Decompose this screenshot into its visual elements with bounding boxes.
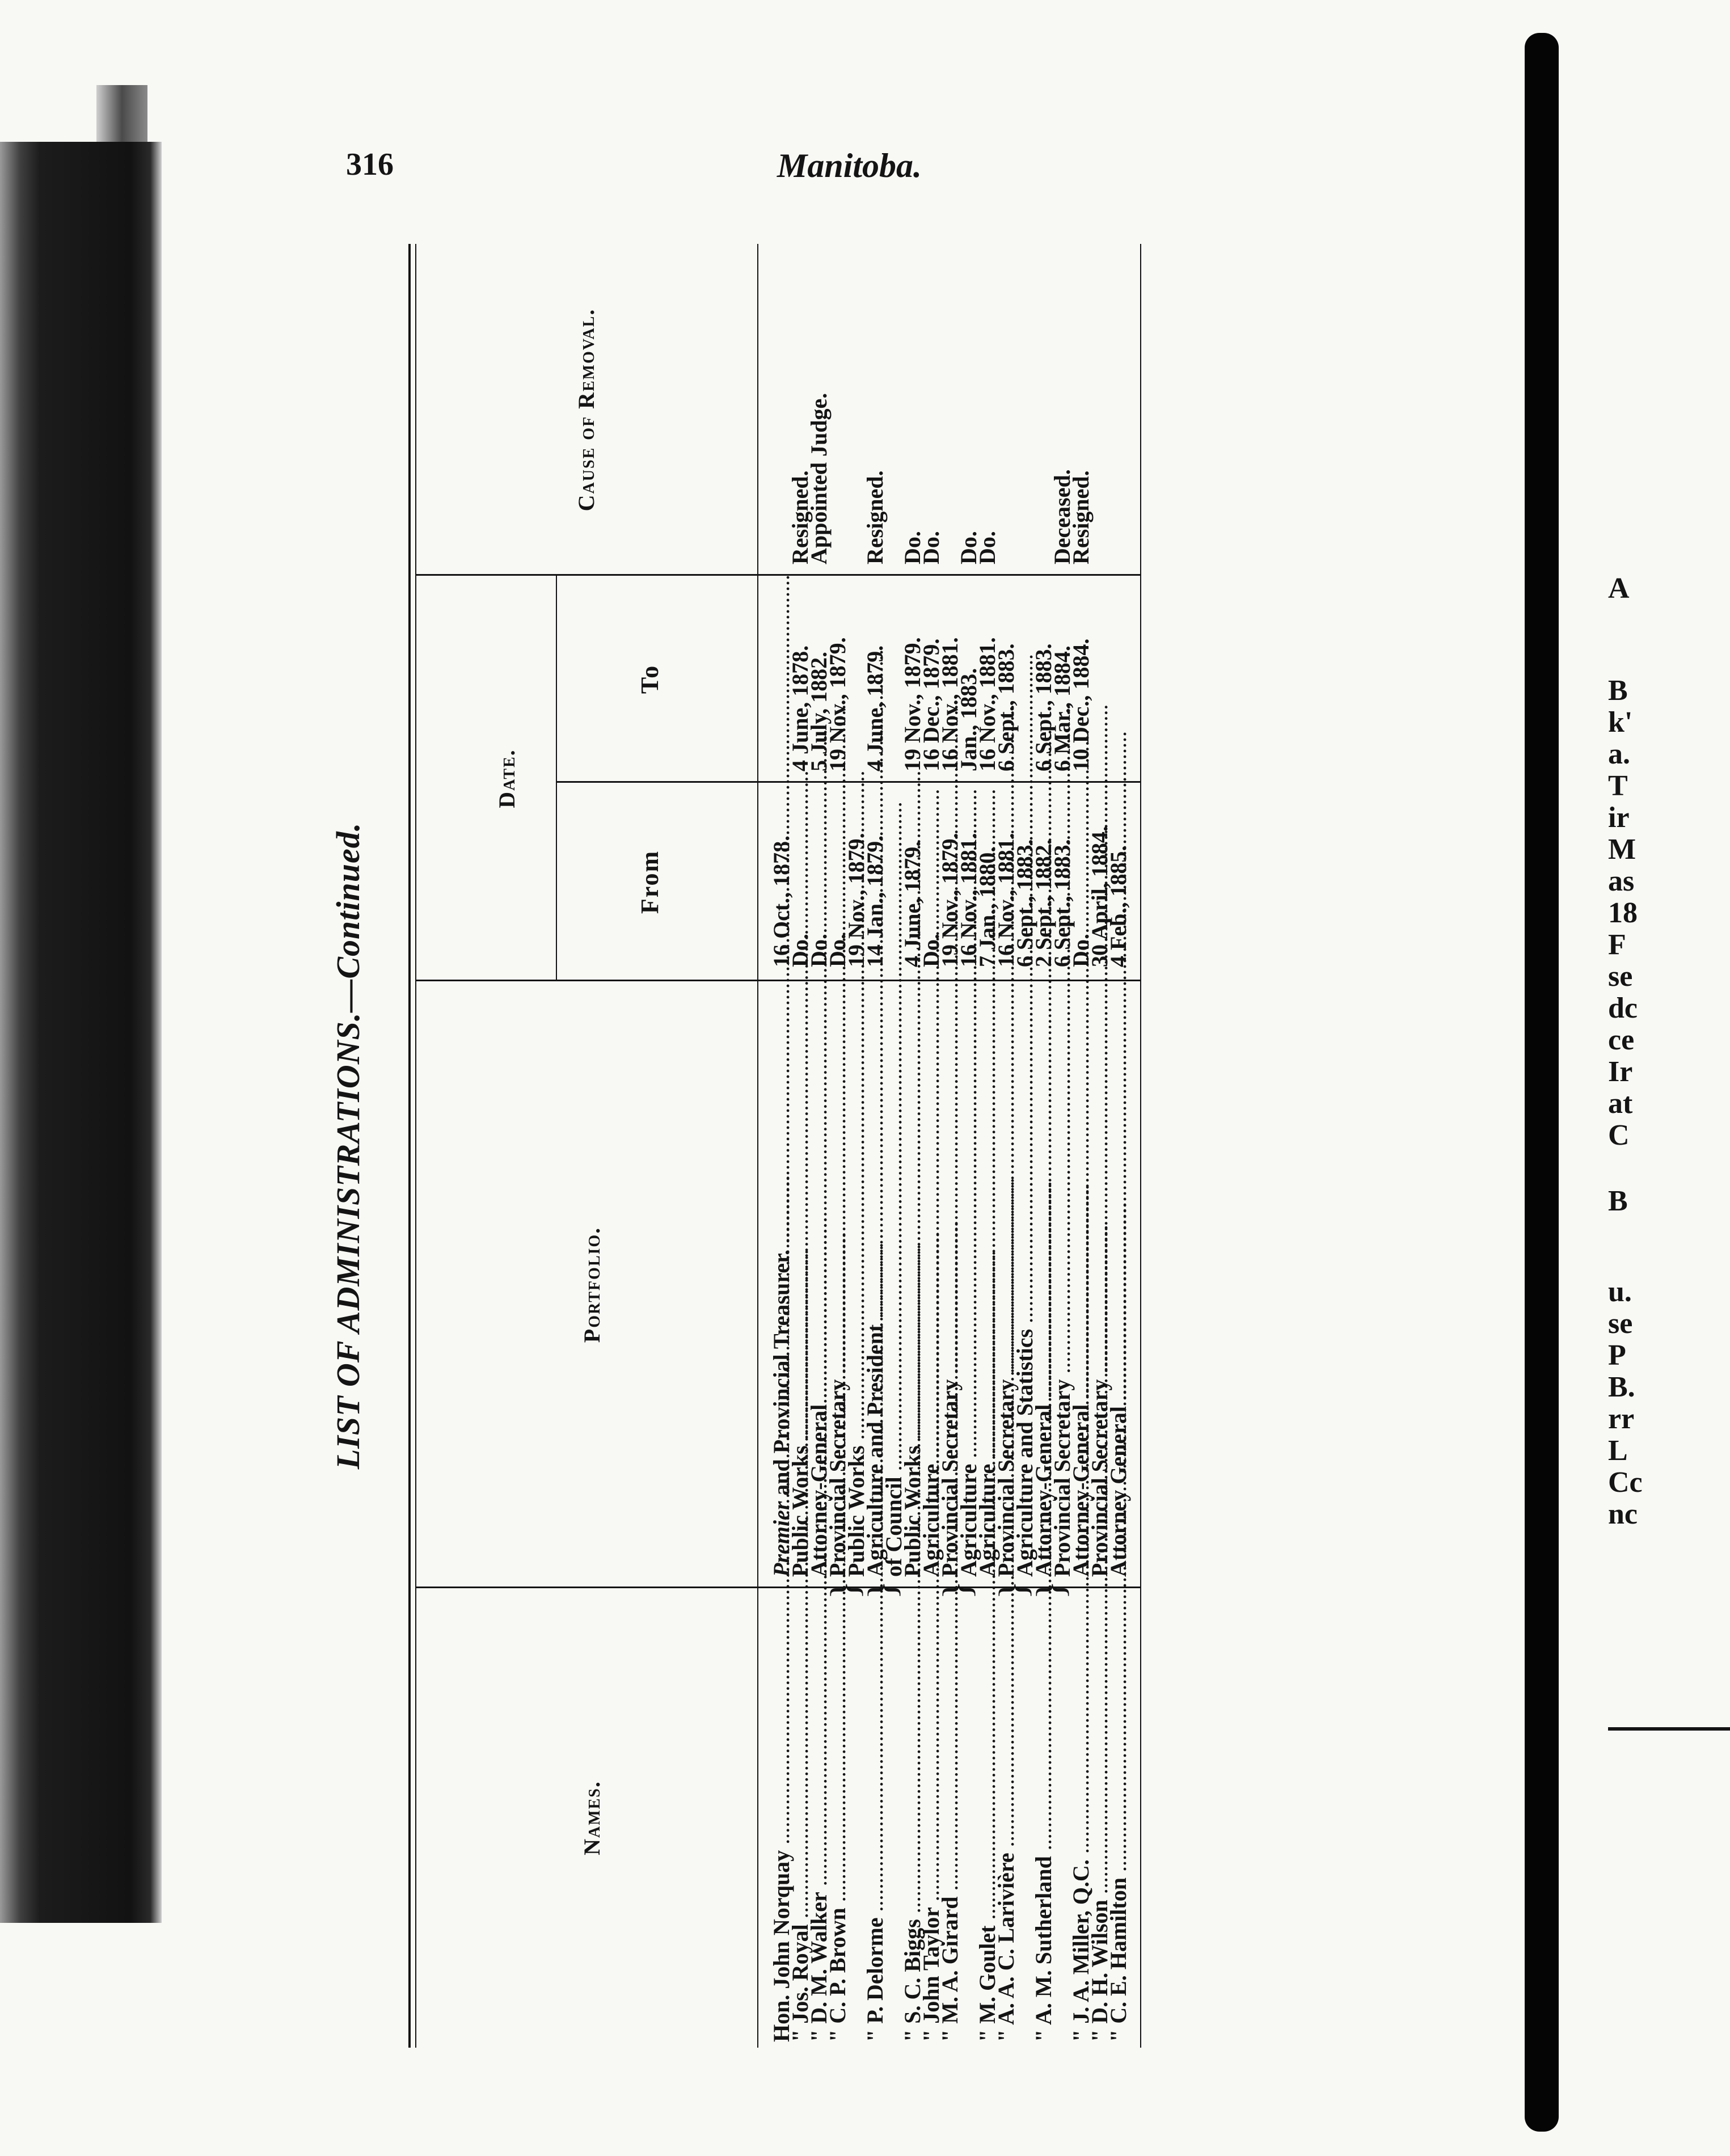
cell-cause: Appointed Judge.	[806, 393, 832, 564]
cell-name: " C. E. Hamilton .....	[1108, 1600, 1129, 2042]
row-brace: }	[991, 1580, 1035, 1600]
fragment-text: B	[1608, 674, 1628, 707]
scan-shadow	[0, 142, 162, 1923]
cell-to: 6 Sept., 1883.	[993, 643, 1019, 771]
cell-cause: Resigned.	[862, 470, 888, 564]
header-rule	[757, 244, 758, 2048]
fragment-text: Cc	[1608, 1466, 1643, 1499]
fragment-text: P	[1608, 1339, 1626, 1372]
cell-from: 19 Nov., 1879.	[843, 833, 869, 967]
fragment-rule	[1608, 1727, 1730, 1731]
row-brace: }	[1029, 1580, 1073, 1600]
table-title: LIST OF ADMINISTRATIONS.—Continued.	[330, 822, 366, 1470]
cell-cause	[940, 258, 960, 564]
cell-from: 14 Jan., 1879.	[862, 835, 888, 967]
fragment-text: Ir	[1608, 1056, 1633, 1088]
cell-to: 6 Mar., 1884.	[1049, 645, 1075, 771]
cell-cause	[1090, 258, 1110, 564]
fragment-text: ce	[1608, 1024, 1635, 1056]
cell-name: " John Taylor .....	[921, 1600, 942, 2042]
cell-from: Do.	[787, 934, 813, 967]
cell-cause	[996, 258, 1016, 564]
cell-portfolio: Provincial Secretary .....	[1090, 987, 1110, 1577]
cell-portfolio: Agriculture .....	[959, 987, 979, 1577]
cell-portfolio: Provincial Secretary .....	[996, 987, 1016, 1577]
administrations-table	[330, 244, 1151, 2048]
fragment-text: k'	[1608, 706, 1633, 739]
cell-cause: Resigned.	[1068, 470, 1094, 564]
cell-name: " M. A. Girard .....	[940, 1600, 960, 2042]
bottom-rule	[1140, 244, 1141, 2048]
cell-from: Do.	[918, 934, 944, 967]
cell-name: " D. H. Wilson .....	[1090, 1600, 1110, 2042]
cell-cause	[884, 258, 904, 564]
fragment-text: se	[1608, 1307, 1633, 1340]
cell-portfolio: Provincial Secretary .....	[940, 987, 960, 1577]
cell-to: 10 Dec., 1884.	[1068, 638, 1094, 771]
cell-from: 4 Feb., 1885.	[1105, 845, 1131, 967]
cell-from: 7 Jan., 1880.	[974, 846, 1000, 967]
cell-name: " D. M. Walker .....	[809, 1600, 829, 2042]
cell-to: 6 Sept., 1883.	[1031, 643, 1056, 771]
table-body	[771, 244, 1140, 2048]
cell-name: " S. C. Biggs .....	[902, 1600, 923, 2042]
date-subrule	[556, 576, 557, 981]
cell-portfolio: Public Works .....	[846, 987, 867, 1577]
cell-to: 16 Nov., 1881.	[974, 637, 1000, 771]
cell-cause: Do.	[974, 531, 1000, 564]
cell-portfolio: Agriculture .....	[921, 987, 942, 1577]
cell-from: Do.	[1068, 934, 1094, 967]
cell-cause: Deceased.	[1049, 469, 1075, 564]
row-brace: }	[935, 1580, 979, 1600]
cell-portfolio: Attorney-General .....	[809, 987, 829, 1577]
cell-from: 19 Nov., 1879.	[937, 833, 963, 967]
cell-name: " C. P. Brown .....	[828, 1600, 848, 2042]
cell-from: 6 Sept., 1883.	[1012, 839, 1037, 967]
cell-cause: Resigned.	[787, 470, 813, 564]
header-date: Date.	[494, 749, 520, 808]
cell-portfolio: Agriculture .....	[977, 987, 998, 1577]
fragment-text: nc	[1608, 1498, 1638, 1530]
top-rule-inner	[415, 244, 416, 2048]
fragment-text: L	[1608, 1434, 1628, 1467]
cell-portfolio: Provincial Secretary .....	[828, 987, 848, 1577]
cell-to: Jan., 1883.	[956, 668, 981, 771]
cell-portfolio: Provincial Secretary .....	[1052, 987, 1073, 1577]
fragment-text: rr	[1608, 1403, 1635, 1435]
fragment-text: at	[1608, 1087, 1633, 1120]
fragment-text: 18	[1608, 897, 1638, 929]
cell-to: 5 July, 1882.	[806, 651, 832, 771]
fragment-text: T	[1608, 770, 1628, 802]
cell-cause	[1108, 258, 1129, 564]
cell-from: 30 April, 1884.	[1087, 826, 1112, 967]
header-names: Names.	[579, 1781, 605, 1855]
cell-portfolio: Attorney-General .....	[1071, 987, 1091, 1577]
header-from: From	[636, 850, 664, 914]
cell-name: " Jos. Royal .....	[790, 1600, 811, 2042]
cell-from: 4 June, 1879.	[900, 841, 925, 967]
cell-to: 16 Dec., 1879.	[918, 638, 944, 771]
top-rule	[408, 244, 411, 2048]
gutter-bar	[1525, 33, 1559, 2132]
cell-from: 16 Nov., 1881.	[993, 833, 1019, 967]
fragment-text: ir	[1608, 801, 1630, 834]
cell-name: " J. A. Miller, Q.C. .....	[1071, 1600, 1091, 2042]
page-number: 316	[346, 147, 394, 182]
cell-to: 4 June, 1879.	[862, 645, 888, 771]
cell-from: 6 Sept., 1883.	[1049, 839, 1075, 967]
cell-name: " A. M. Sutherland .....	[1033, 1600, 1054, 2042]
cell-portfolio: Agriculture and President .....	[865, 987, 885, 1577]
header-to: To	[636, 664, 664, 694]
cell-name: " A. A. C. Larivière .....	[996, 1600, 1016, 2042]
header-cause: Cause of Removal.	[573, 308, 599, 512]
cell-from: 16 Oct., 1878.	[769, 835, 794, 967]
cell-from: Do.	[806, 934, 832, 967]
cell-cause	[828, 258, 848, 564]
cell-portfolio-prefix: Premier	[769, 1501, 794, 1577]
cell-portfolio: Attorney General .....	[1108, 987, 1129, 1577]
fragment-text: a.	[1608, 738, 1630, 770]
cell-portfolio: Public Works .....	[790, 987, 811, 1577]
cell-name: " P. Delorme .....	[865, 1600, 885, 2042]
cell-portfolio: Premier and Provincial Treasurer. .....	[771, 987, 792, 1577]
cell-to: 19 Nov., 1879.	[900, 637, 925, 771]
fragment-text: dc	[1608, 992, 1638, 1024]
fragment-text: A	[1608, 572, 1630, 605]
fragment-text: F	[1608, 929, 1626, 961]
cell-portfolio: Attorney-General .....	[1033, 987, 1054, 1577]
row-brace: }	[860, 1580, 904, 1600]
cell-to	[1108, 584, 1129, 771]
cell-cause	[1015, 258, 1035, 564]
fragment-text: B	[1608, 1185, 1628, 1217]
cell-from: 16 Nov., 1881.	[956, 833, 981, 967]
cell-cause: Do.	[956, 531, 981, 564]
cell-portfolio: Agriculture and Statistics .....	[1015, 987, 1035, 1577]
cell-portfolio: Public Works .....	[902, 987, 923, 1577]
cell-to: 16 Nov., 1881.	[937, 637, 963, 771]
cell-to: 19 Nov., 1879.	[825, 637, 850, 771]
cell-name: Hon. John Norquay .....	[771, 1600, 792, 2042]
cell-portfolio: of Council .....	[884, 987, 904, 1577]
fragment-text: M	[1608, 833, 1636, 866]
cell-cause: Do.	[918, 531, 944, 564]
row-brace: }	[823, 1580, 867, 1600]
header-portfolio: Portfolio.	[579, 1226, 605, 1343]
cell-name: " M. Goulet .....	[977, 1600, 998, 2042]
fragment-text: C	[1608, 1119, 1630, 1151]
cell-from: 2 Sept., 1882.	[1031, 839, 1056, 967]
fragment-text: se	[1608, 960, 1633, 993]
cell-to: 4 June, 1878.	[787, 645, 813, 771]
cell-from: Do.	[825, 934, 850, 967]
fragment-text: u.	[1608, 1276, 1632, 1308]
cell-cause: Do.	[900, 531, 925, 564]
running-head: Manitoba.	[777, 147, 922, 184]
fragment-text: as	[1608, 865, 1635, 897]
fragment-text: B.	[1608, 1371, 1635, 1403]
